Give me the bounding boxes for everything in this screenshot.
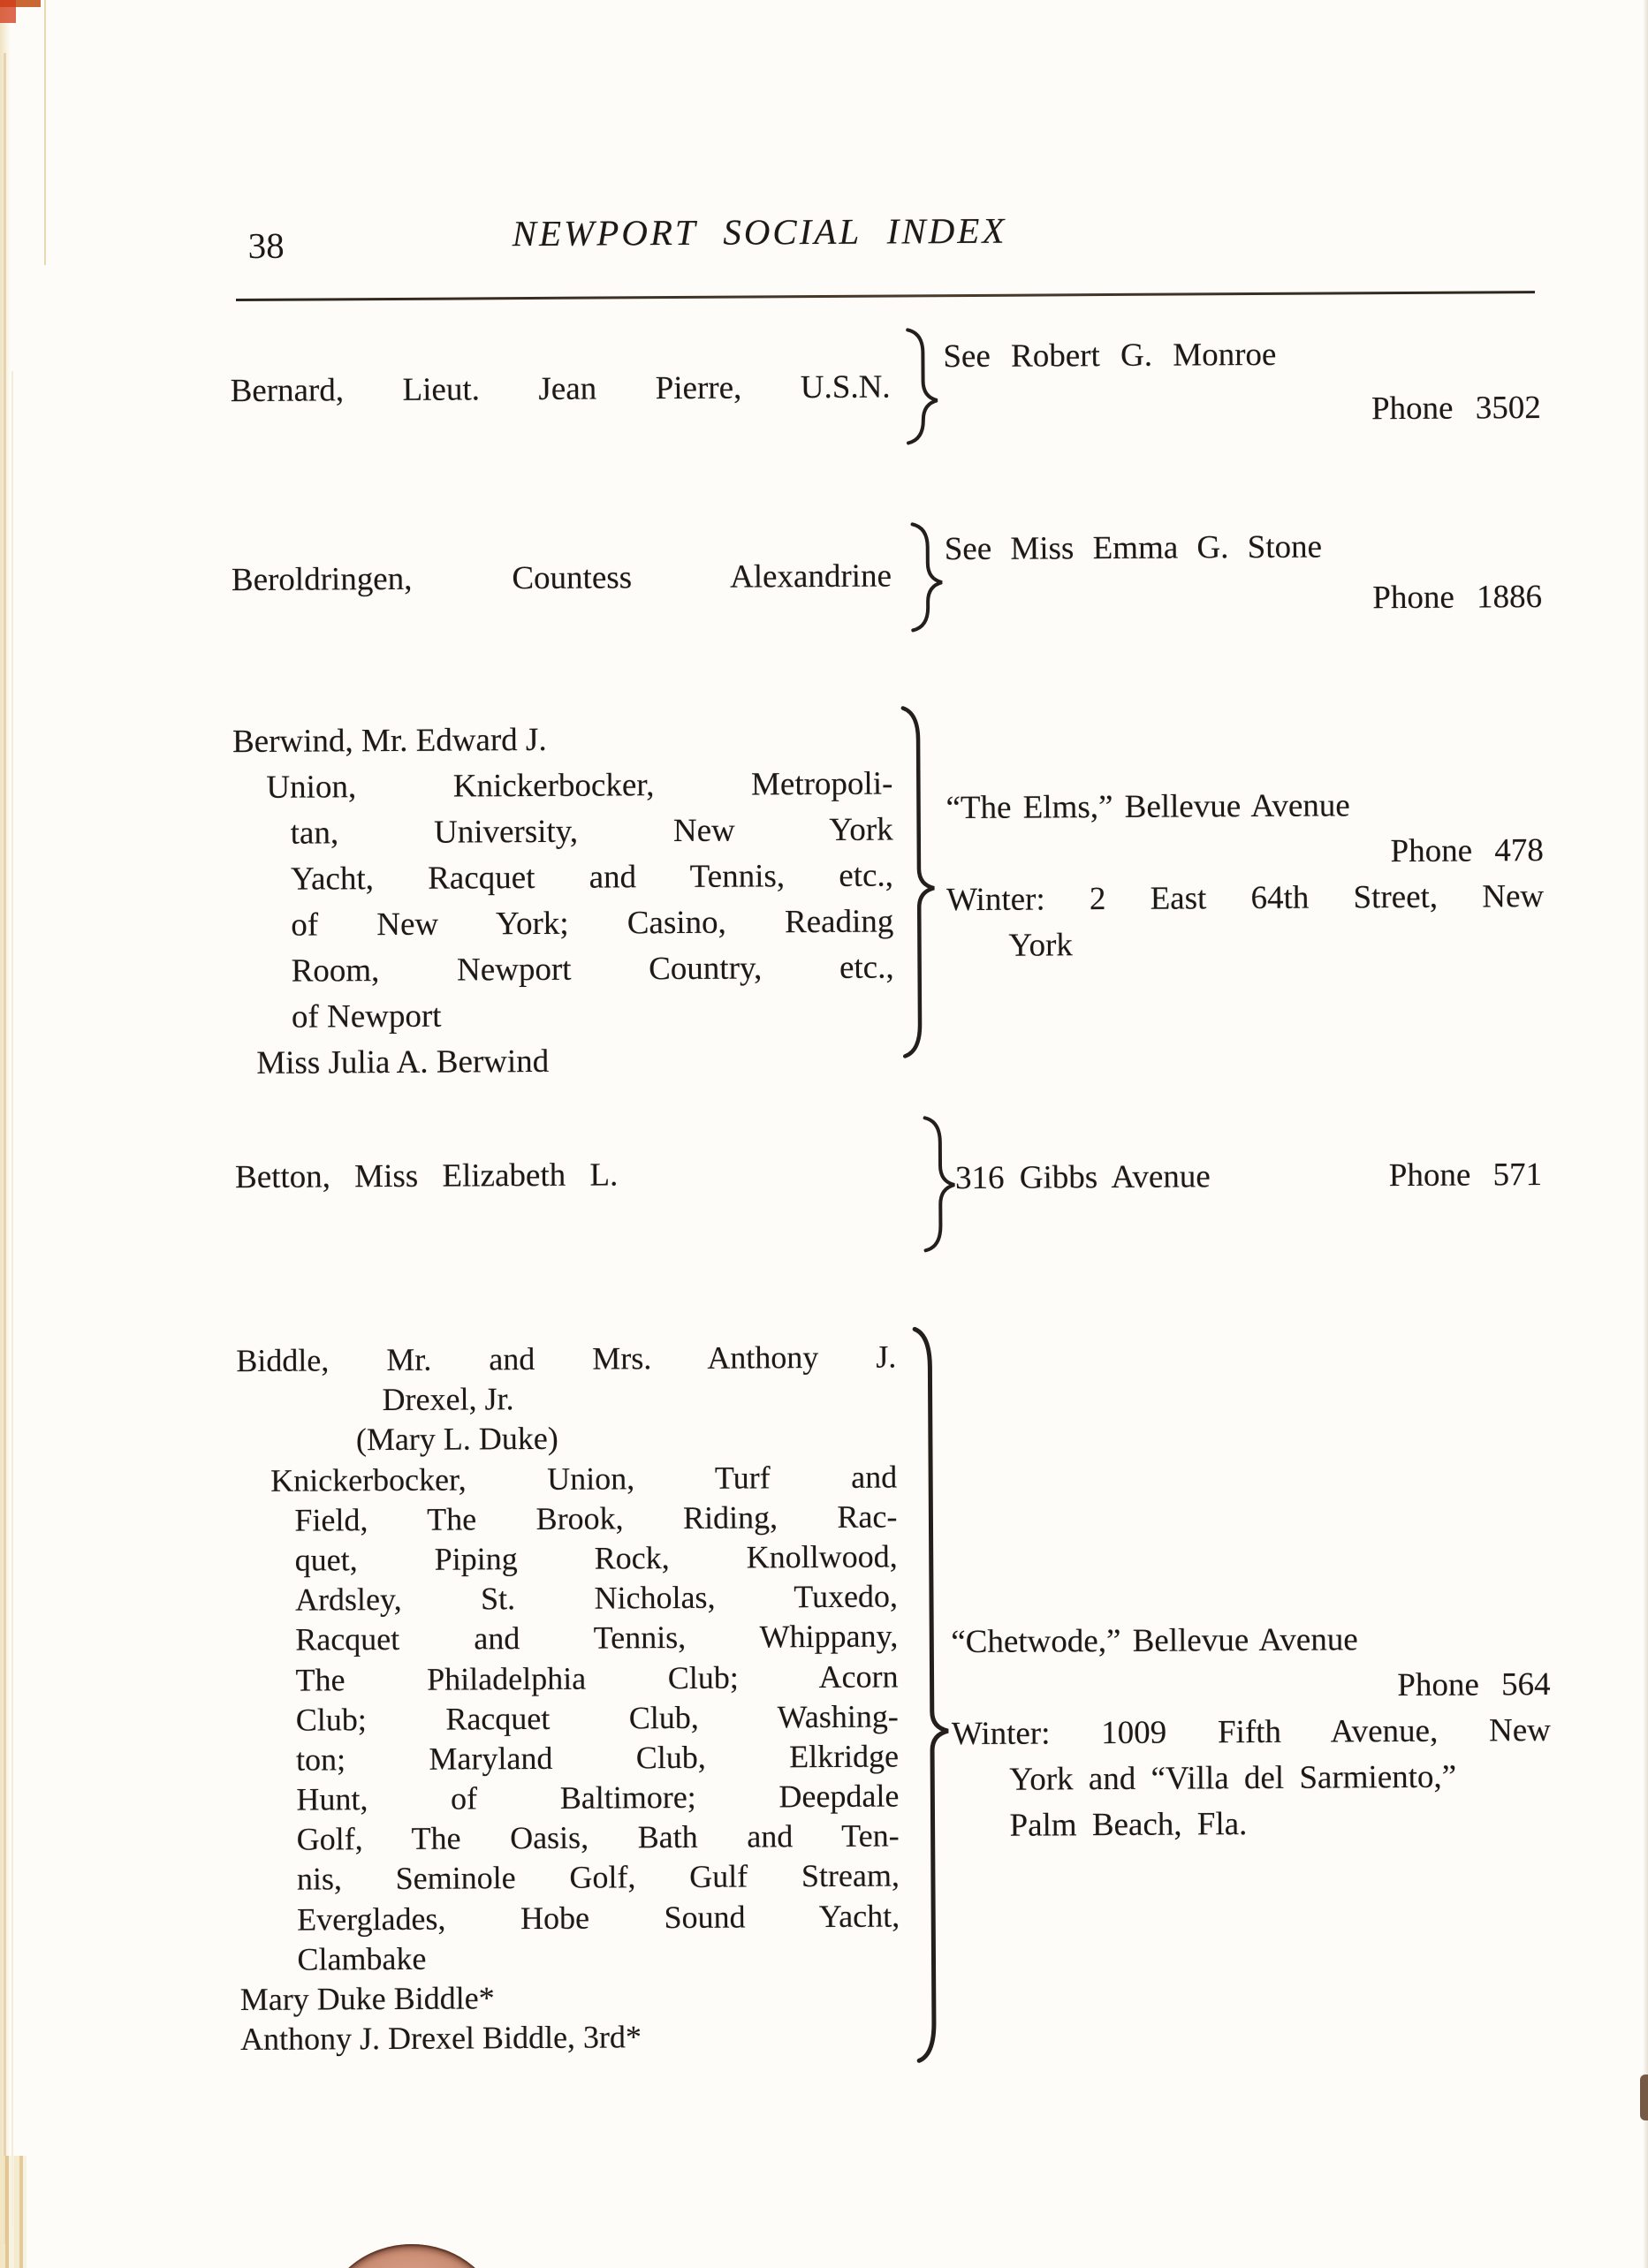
see-reference: See Miss Emma G. Stone [944,528,1323,568]
header-rule [236,291,1535,301]
entry-name: Bernard, Lieut. Jean Pierre, U.S.N. [230,368,891,410]
phone-number: Phone 3502 [1371,390,1541,428]
club-list-line: Ardsley, St. Nicholas, Tuxedo, [294,1578,899,1618]
phone-number: Phone 571 [1388,1157,1543,1195]
address-line: 316 Gibbs Avenue [954,1158,1211,1197]
club-list-line: Club; Racquet Club, Washing- [295,1698,899,1738]
entry-name-line: Drexel, Jr. [382,1381,514,1418]
winter-address-line: Winter: 2 East 64th Street, New [946,878,1545,919]
club-list-line: of Newport [291,997,442,1035]
club-list-line: Clambake [297,1940,427,1977]
club-list-line: nis, Seminole Golf, Gulf Stream, [296,1857,900,1898]
phone-number: Phone 564 [1397,1665,1551,1704]
entry-berwind-address [946,782,1544,969]
club-list-line: Room, Newport Country, etc., [291,949,894,990]
club-list-line: Field, The Brook, Riding, Rac- [294,1498,898,1538]
see-reference: See Robert G. Monroe [943,336,1277,375]
entry-name-line: Mary Duke Biddle* [239,1980,495,2018]
entry-name-line: Miss Julia A. Berwind [256,1043,550,1081]
entry-name-line: Berwind, Mr. Edward J. [232,721,547,761]
entry-biddle [236,1338,900,2060]
brace-icon [902,326,942,448]
winter-address-line: York [1008,927,1073,964]
club-list-line: Yacht, Racquet and Tennis, etc., [290,857,894,898]
club-list-line: Union, Knickerbocker, Metropoli- [266,765,893,806]
phone-number: Phone 478 [1390,832,1544,870]
brace-icon [898,704,940,1061]
entry-name-line: (Mary L. Duke) [355,1421,558,1458]
entry-betton-address [955,1155,1542,1199]
entry-name-line: Anthony J. Drexel Biddle, 3rd* [239,2019,642,2058]
brace-icon [908,520,947,635]
phone-number: Phone 1886 [1372,579,1543,617]
club-list-line: ton; Maryland Club, Elkridge [295,1738,900,1778]
address-line: “Chetwode,” Bellevue Avenue [951,1621,1358,1661]
winter-address-line: York and “Villa del Sarmiento,” [1009,1758,1457,1798]
winter-address-line: Palm Beach, Fla. [1009,1806,1248,1844]
club-list-line: The Philadelphia Club; Acorn [295,1658,899,1698]
page-title: NEWPORT SOCIAL INDEX [512,209,1007,254]
club-list-line: quet, Piping Rock, Knollwood, [294,1538,898,1578]
entry-name: Beroldringen, Countess Alexandrine [231,558,892,599]
club-list-line: Golf, The Oasis, Bath and Ten- [296,1817,900,1857]
club-list-line: of New York; Casino, Reading [291,903,894,944]
page-number: 38 [247,224,285,266]
brace-icon [908,1324,955,2067]
club-list-line: Racquet and Tennis, Whippany, [295,1618,899,1657]
entry-name: Betton, Miss Elizabeth L. [234,1157,619,1196]
brace-icon [920,1114,960,1255]
club-list-line: Hunt, of Baltimore; Deepdale [296,1778,900,1817]
address-line: “The Elms,” Bellevue Avenue [946,787,1350,827]
club-list-line: tan, University, New York [290,811,893,852]
entry-biddle-address [951,1616,1552,1849]
entry-berwind [232,716,895,1088]
club-list-line: Knickerbocker, Union, Turf and [270,1459,898,1498]
winter-address-line: Winter: 1009 Fifth Avenue, New [951,1711,1552,1753]
club-list-line: Everglades, Hobe Sound Yacht, [297,1898,900,1938]
entry-name-line: Biddle, Mr. and Mrs. Anthony J. [236,1339,897,1379]
